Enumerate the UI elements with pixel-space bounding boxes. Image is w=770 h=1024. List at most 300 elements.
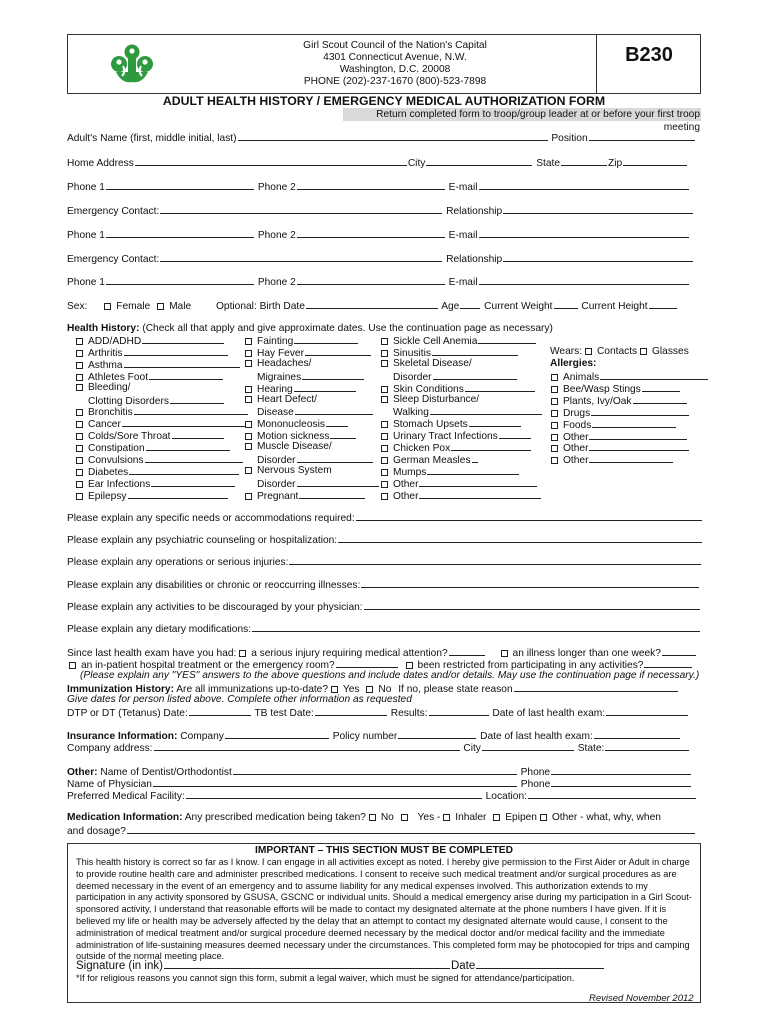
health-col1-checkbox[interactable] [76,384,83,391]
health-col2-line[interactable] [330,429,356,439]
explain-row[interactable] [67,622,701,636]
adult-name-line[interactable] [238,131,548,141]
zip-label: Zip [608,158,623,169]
phone-row-1[interactable] [67,180,690,194]
allergy-checkbox[interactable] [551,445,558,452]
medication-no-label: No [380,812,394,823]
medication-other-checkbox[interactable] [540,814,547,821]
health-col1-label: Convulsions [88,455,144,466]
health-col2-label: Migraines [257,371,302,383]
health-col3-label: Walking [393,407,429,419]
explain-line[interactable] [289,555,701,565]
insurance-label: Insurance Information: [67,731,178,742]
immunization-no-checkbox[interactable] [366,686,373,693]
dentist-phone-line[interactable] [551,765,691,775]
health-col3-checkbox[interactable] [381,350,388,357]
explain-line[interactable] [338,533,702,543]
health-col1-checkbox[interactable] [76,457,83,464]
health-col3-line[interactable] [430,405,542,415]
phone1-label: Phone 1 [67,182,105,193]
consent-text: This health history is correct so far as I know. I can engage in all activities except as noted. I hereby give permission to the First Aider or Adult in charge to provide routine health care and administer prescribed medications. I consent to receive such medical treatment and/or surgical procedures as are deemed necessary in the event of an emergency and to assume liability for any medical expenses involved. This authorization extends to my participation in any activity sponsored by GSUSA, GSCNC or individual units. Should a medical emergency arise during my participation in a Girl Scout-sponsored activity, I understand that reasonable efforts will be made to contact my designated alternate at the phone numbers I have given. If it is believed my life or health may be adversely affected by the delay that an attempt to contact my designated alternate would cause, I consent to the administration of medical treatment and/or surgical procedure deemed necessary by the medical doctor and/or medical facility and the immediate administration of life-sustaining measures deemed necessary under the circumstances. This completed form may be photocopied for trips and camping outside of the normal meeting place. [76,857,692,962]
weight-line[interactable] [554,299,578,309]
health-col1-item[interactable] [76,382,130,394]
insurance-exam-line[interactable] [594,729,680,739]
health-col3-line[interactable] [478,334,536,344]
phone1-line[interactable] [106,275,254,285]
city-label: City [407,158,426,169]
health-col1-line[interactable] [124,358,240,368]
explain-row[interactable] [67,578,700,592]
location-line[interactable] [528,789,696,799]
health-col2-checkbox[interactable] [245,433,252,440]
contacts-checkbox[interactable] [585,348,592,355]
health-col2-line[interactable] [326,417,348,427]
health-col2-label: Heart Defect/ [257,393,318,405]
phone1-line[interactable] [106,180,254,190]
health-col3-line[interactable] [419,489,541,499]
age-label: Age [441,301,460,312]
allergy-item[interactable] [551,453,674,467]
revised-date: Revised November 2012 [589,993,694,1004]
health-col1-checkbox[interactable] [76,338,83,345]
religious-footnote: *If for religious reasons you cannot sign this form, submit a legal waiver, which must be signed for attendance/participation. [76,973,575,983]
medication-question: Any prescribed medication being taken? [184,812,366,823]
explain-label: Please explain any dietary modifications: [67,624,252,635]
glasses-checkbox[interactable] [640,348,647,355]
explain-line[interactable] [361,578,699,588]
physician-label: Name of Physician [67,779,152,790]
immunization-yes-label: Yes [342,684,360,695]
allergy-line[interactable] [600,370,708,380]
health-col3-line[interactable] [472,453,478,463]
company-address-row[interactable] [67,741,690,755]
health-col2-checkbox[interactable] [245,421,252,428]
health-col2-line[interactable] [294,334,358,344]
health-col2-line[interactable] [294,382,356,392]
health-col2-label: Hay Fever [257,347,304,359]
allergy-label: Other [563,443,589,455]
health-col3-label: Urinary Tract Infections [393,431,498,443]
email-label: E-mail [448,230,478,241]
date-line[interactable] [476,958,604,969]
health-col2-label: Disorder [257,478,296,490]
health-col3-checkbox[interactable] [381,493,388,500]
health-col1-line[interactable] [172,429,224,439]
sex-row[interactable] [67,299,678,313]
health-col1-line[interactable] [124,346,228,356]
health-col1-label: Asthma [88,359,123,371]
illness-line[interactable] [662,646,696,656]
emergency-contact-label: Emergency Contact: [67,254,160,265]
health-col3-item[interactable] [381,358,472,370]
health-col3-checkbox[interactable] [381,457,388,464]
inpatient-checkbox[interactable] [69,662,76,669]
allergy-line[interactable] [642,382,680,392]
health-col2-checkbox[interactable] [245,493,252,500]
health-col3-line[interactable] [427,465,519,475]
health-col2-item[interactable] [245,394,317,406]
restricted-label: been restricted from participating in any activities? [417,660,644,671]
explain-line[interactable] [364,600,700,610]
location-label: Location: [485,791,527,802]
health-col3-checkbox[interactable] [381,481,388,488]
physician-line[interactable] [153,777,517,787]
health-col2-label: Muscle Disease/ [257,441,332,453]
results-line[interactable] [429,706,489,716]
medication-row[interactable] [67,812,661,824]
phone2-label: Phone 2 [257,230,296,241]
dosage-line[interactable] [127,824,695,834]
city-line[interactable] [426,156,532,166]
explain-row[interactable] [67,511,703,525]
facility-line[interactable] [186,789,482,799]
phone1-line[interactable] [106,228,254,238]
health-col1-label: Clotting Disorders [88,395,169,407]
explain-label: Please explain any specific needs or accommodations required: [67,513,355,524]
health-col1-checkbox[interactable] [76,493,83,500]
position-label: Position [551,133,588,144]
wears-row[interactable] [550,346,689,358]
allergy-checkbox[interactable] [551,386,558,393]
health-col1-line[interactable] [149,370,223,380]
health-col1-checkbox[interactable] [76,469,83,476]
tb-line[interactable] [315,706,387,716]
tetanus-row[interactable] [67,706,689,720]
height-line[interactable] [649,299,677,309]
illness-label: an illness longer than one week? [512,648,661,659]
health-col3-checkbox[interactable] [381,396,388,403]
dentist-label: Name of Dentist/Orthodontist [100,767,232,778]
insurance-city-label: City [463,743,481,754]
explain-row[interactable] [67,555,702,569]
signature-row[interactable] [76,958,605,973]
date-label: Date [450,960,476,972]
contacts-label: Contacts [596,346,638,357]
home-address-line[interactable] [135,156,407,166]
allergy-line[interactable] [592,418,676,428]
health-col3-checkbox[interactable] [381,421,388,428]
signature-line[interactable] [164,958,450,969]
last-exam-line[interactable] [606,706,688,716]
dentist-line[interactable] [233,765,517,775]
health-col3-line[interactable] [499,429,531,439]
health-col2-label: Nervous System [257,464,332,476]
physician-phone-label: Phone [520,779,551,790]
health-col1-label: Diabetes [88,466,129,478]
health-col3-label: Sleep Disturbance/ [393,393,480,405]
council-address: 4301 Connecticut Avenue, N.W. [323,52,467,63]
inhaler-label: Inhaler [455,812,487,823]
height-label: Current Height [581,301,648,312]
health-col2-label: Headaches/ [257,357,312,369]
allergy-line[interactable] [633,394,687,404]
health-col2-label: Motion sickness [257,431,330,443]
explain-row[interactable] [67,533,703,547]
email-line[interactable] [479,228,689,238]
health-col1-checkbox[interactable] [76,350,83,357]
health-col3-label: Sinusitis [393,347,431,359]
emergency-contact-line[interactable] [160,252,442,262]
policy-line[interactable] [398,729,476,739]
return-note: Return completed form to troop/group leader at or before your first troop meeting [343,108,701,121]
health-col2-item[interactable] [245,441,332,453]
relationship-label: Relationship [446,206,503,217]
email-line[interactable] [479,275,689,285]
serious-injury-checkbox[interactable] [239,650,246,657]
if-no-label: If no, please state reason [398,684,513,695]
facility-row[interactable] [67,789,697,803]
health-col2-label: Mononucleosis [257,419,325,431]
position-line[interactable] [589,131,695,141]
health-col3-checkbox[interactable] [381,338,388,345]
health-col1-label: Ear Infections [88,478,151,490]
relationship-label: Relationship [446,254,503,265]
health-col2-label: Disease [257,407,294,419]
phone1-label: Phone 1 [67,230,105,241]
allergy-line[interactable] [589,441,689,451]
email-label: E-mail [448,182,478,193]
medication-other-label: Other - what, why, when [551,812,661,823]
if-no-line[interactable] [514,682,678,692]
allergy-checkbox[interactable] [551,398,558,405]
allergy-line[interactable] [589,430,687,440]
health-col1-line[interactable] [128,489,228,499]
health-col2-checkbox[interactable] [245,396,252,403]
health-col1-checkbox[interactable] [76,374,83,381]
health-col2-line[interactable] [297,453,373,463]
health-col1-checkbox[interactable] [76,362,83,369]
company-address-line[interactable] [154,741,460,751]
inpatient-line[interactable] [336,658,398,668]
health-col2-checkbox[interactable] [245,443,252,450]
zip-line[interactable] [623,156,687,166]
health-col1-line[interactable] [170,394,224,404]
form-title: ADULT HEALTH HISTORY / EMERGENCY MEDICAL AUTHORIZATION FORM [162,94,606,108]
give-dates-note: Give dates for person listed above. Complete other information as requested [67,694,412,705]
health-col2-checkbox[interactable] [245,350,252,357]
health-col3-label: Mumps [393,466,427,478]
email-line[interactable] [479,180,689,190]
consent-title: IMPORTANT – THIS SECTION MUST BE COMPLETED [255,845,513,856]
illness-checkbox[interactable] [501,650,508,657]
facility-label: Preferred Medical Facility: [67,791,185,802]
health-col2-line[interactable] [302,370,364,380]
health-col2-label: Disorder [257,455,296,466]
health-col3-label: Skin Conditions [393,383,464,395]
age-line[interactable] [460,299,480,309]
explain-label: Please explain any disabilities or chronic or reoccurring illnesses: [67,580,361,591]
health-col1-checkbox[interactable] [76,433,83,440]
health-col1-item[interactable] [76,489,229,503]
allergy-checkbox[interactable] [551,434,558,441]
results-label: Results: [390,708,428,719]
allergy-label: Plants, Ivy/Oak [563,395,632,407]
health-col3-label: Other [393,490,419,502]
restricted-checkbox[interactable] [406,662,413,669]
please-explain-note: (Please explain any "YES" answers to the above questions and include dates and/or details. May use the continuation page if necessary.) [80,670,700,681]
health-col1-line[interactable] [142,334,224,344]
health-col3-checkbox[interactable] [381,433,388,440]
health-col3-line[interactable] [432,346,518,356]
last-exam-label: Date of last health exam: [492,708,606,719]
explain-line[interactable] [252,622,700,632]
dentist-phone-label: Phone [520,767,551,778]
health-history-instructions: (Check all that apply and give approximate dates. Use the continuation page as necessary) [142,323,553,334]
health-col3-line[interactable] [469,417,521,427]
health-col1-line[interactable] [146,441,230,451]
phone2-line[interactable] [297,228,445,238]
health-col2-item[interactable] [245,489,366,503]
wears-label: Wears: [550,346,583,357]
health-col2-label: Fainting [257,336,294,347]
explain-label: Please explain any psychiatric counseling or hospitalization: [67,535,338,546]
inpatient-label: an in-patient hospital treatment or the emergency room? [81,660,335,671]
medication-no-checkbox[interactable] [369,814,376,821]
medication-extra-checkbox[interactable] [401,814,408,821]
health-col2-label: Hearing [257,383,293,395]
health-col1-checkbox[interactable] [76,445,83,452]
state-label: State [536,158,561,169]
health-col2-item[interactable] [245,465,332,477]
council-city: Washington, D.C. 20008 [339,64,451,75]
state-line[interactable] [561,156,607,166]
female-label: Female [116,301,151,312]
tb-label: TB test Date: [254,708,314,719]
immunization-yes-checkbox[interactable] [331,686,338,693]
relationship-line[interactable] [503,204,693,214]
health-col1-label: Bronchitis [88,407,133,419]
explain-line[interactable] [356,511,702,521]
male-checkbox[interactable] [157,303,164,310]
health-col2-checkbox[interactable] [245,338,252,345]
dosage-row[interactable] [67,824,696,838]
health-col2-checkbox[interactable] [245,467,252,474]
health-col1-label: Epilepsy [88,490,127,502]
dtp-line[interactable] [189,706,251,716]
emergency-row-1[interactable] [67,204,694,218]
health-col1-checkbox[interactable] [76,421,83,428]
explain-row[interactable] [67,600,701,614]
epipen-checkbox[interactable] [493,814,500,821]
health-col2-line[interactable] [297,477,379,487]
health-col2-line[interactable] [305,346,371,356]
health-col1-label: Athletes Foot [88,371,149,383]
explain-label: Please explain any activities to be discouraged by your physician: [67,602,363,613]
adult-name-row[interactable] [67,131,696,145]
health-col1-checkbox[interactable] [76,481,83,488]
girl-scout-trefoil-logo [108,44,156,84]
allergy-checkbox[interactable] [551,422,558,429]
health-col1-label: Arthritis [88,347,123,359]
health-col1-line[interactable] [145,453,243,463]
physician-phone-line[interactable] [551,777,691,787]
health-col3-line[interactable] [465,382,535,392]
health-col1-label: Cancer [88,419,121,431]
allergy-label: Other [563,431,589,443]
health-col3-checkbox[interactable] [381,360,388,367]
epipen-label: Epipen [505,812,537,823]
allergy-line[interactable] [589,453,673,463]
company-label: Company [180,731,224,742]
health-col3-line[interactable] [451,441,531,451]
health-col3-label: German Measles [393,455,471,466]
health-col1-line[interactable] [134,405,248,415]
weight-label: Current Weight [484,301,553,312]
health-col1-checkbox[interactable] [76,409,83,416]
serious-injury-label: a serious injury requiring medical attention? [251,648,448,659]
phone-row-3[interactable] [67,275,690,289]
allergies-label: Allergies: [550,358,597,369]
health-col1-label: Colds/Sore Throat [88,431,171,443]
birth-date-label: Optional: Birth Date [216,301,305,312]
health-col2-line[interactable] [299,489,365,499]
serious-injury-line[interactable] [449,646,485,656]
health-col3-checkbox[interactable] [381,469,388,476]
immunization-label: Immunization History: [67,684,174,695]
health-col3-label: Disorder [393,371,432,383]
health-col2-line[interactable] [295,405,373,415]
health-col3-item[interactable] [381,489,542,503]
emergency-contact-line[interactable] [160,204,442,214]
health-col1-line[interactable] [122,417,248,427]
medication-label: Medication Information: [67,812,183,823]
allergy-line[interactable] [591,406,689,416]
health-col3-label: Stomach Upsets [393,419,468,431]
relationship-line[interactable] [503,252,693,262]
birth-date-line[interactable] [306,299,438,309]
health-col3-label: Other [393,478,419,490]
council-name: Girl Scout Council of the Nation's Capital [303,40,487,51]
allergy-checkbox[interactable] [551,457,558,464]
health-col2-checkbox[interactable] [245,386,252,393]
health-col3-checkbox[interactable] [381,386,388,393]
health-col3-line[interactable] [433,370,517,380]
allergy-checkbox[interactable] [551,410,558,417]
female-checkbox[interactable] [104,303,111,310]
phone2-line[interactable] [297,180,445,190]
address-row[interactable] [67,156,688,170]
health-col2-checkbox[interactable] [245,360,252,367]
phone-row-2[interactable] [67,228,690,242]
dtp-label: DTP or DT (Tetanus) Date: [67,708,188,719]
health-col3-line[interactable] [419,477,537,487]
health-col2-item[interactable] [245,358,311,370]
health-col3-label: Chicken Pox [393,443,451,455]
health-col1-label: Constipation [88,443,145,455]
emergency-contact-label: Emergency Contact: [67,206,160,217]
phone2-label: Phone 2 [257,182,296,193]
glasses-label: Glasses [651,346,689,357]
restricted-line[interactable] [644,658,692,668]
insurance-state-line[interactable] [605,741,689,751]
health-col3-checkbox[interactable] [381,445,388,452]
inhaler-checkbox[interactable] [443,814,450,821]
male-label: Male [169,301,192,312]
sex-label: Sex: [67,301,88,312]
phone2-line[interactable] [297,275,445,285]
immunization-no-label: No [378,684,392,695]
health-col1-line[interactable] [129,465,239,475]
allergy-checkbox[interactable] [551,374,558,381]
phone1-label: Phone 1 [67,277,105,288]
phone2-label: Phone 2 [257,277,296,288]
insurance-city-line[interactable] [482,741,574,751]
allergy-label: Drugs [563,407,591,419]
company-line[interactable] [225,729,329,739]
health-col1-line[interactable] [151,477,235,487]
emergency-row-2[interactable] [67,252,694,266]
health-col3-item[interactable] [381,394,479,406]
